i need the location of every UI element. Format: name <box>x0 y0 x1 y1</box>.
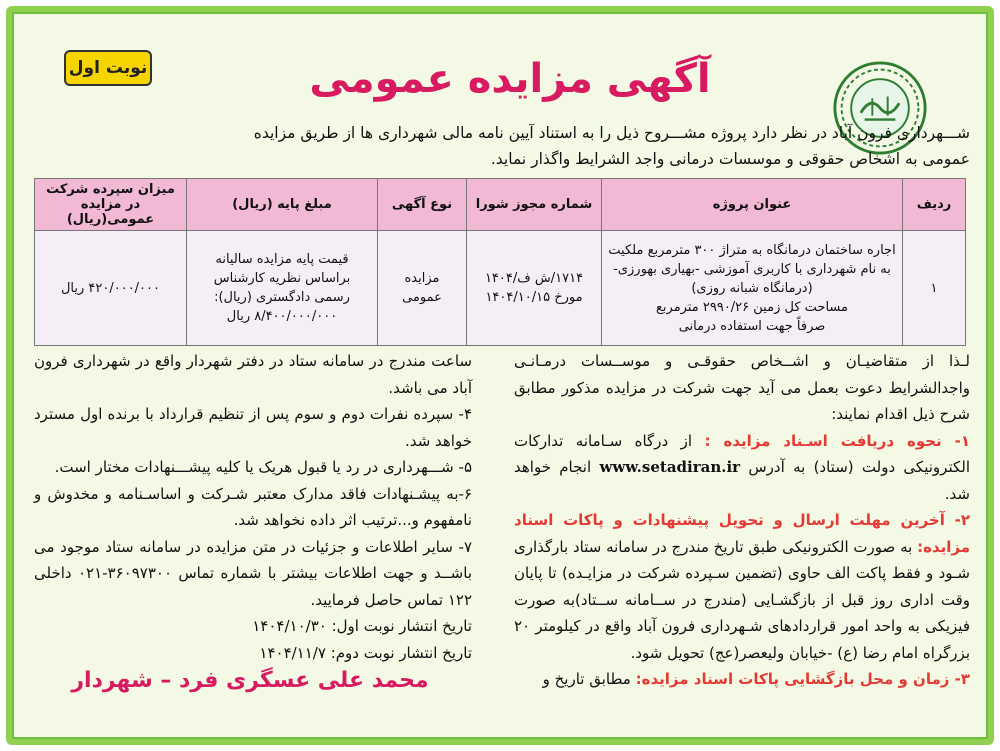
project-table <box>34 178 966 346</box>
cell-type <box>378 231 467 346</box>
section-2-text: به صورت الکترونیکی طبق تاریخ مندرج در سامانه ستاد بارگذاری شـود و فقط پاکت الف حاوی (تضمین سـپرده شرکت در مزایـده) تا پایان وقت اداری روز قبل از بازگشـایی (مندرج در ســامانه ســتاد)به صورت فیزیکی به واحد امور قراردادهای شـهرداری فرون آباد واقع در کیلومتر ۲۰ بزرگراه امام رضا (ع) -خیابان ولیعصر(عج) تحویل شود. <box>514 537 970 662</box>
project-title-line: صرفاً جهت استفاده درمانی <box>678 318 826 334</box>
section-7: ۷- سایر اطلاعات و جزئیات در متن مزایده در سامانه ستاد موجود می باشــد و جهت اطلاعات بیشتر با شماره تماس ۳۶۰۹۷۳۰۰-۰۲۱ داخلی ۱۲۲ تماس حاصل فرمایید. <box>34 537 472 609</box>
mayor-signature: محمد علی عسگری فرد – شهردار <box>71 668 429 693</box>
conditions-right-column <box>514 348 970 693</box>
project-title-line: (درمانگاه شبانه روزی) <box>691 280 813 296</box>
publish-date-second: تاریخ انتشار نوبت دوم: ۱۴۰۴/۱۱/۷ <box>259 643 472 662</box>
base-line: قیمت پایه مزایده سالیانه <box>215 252 349 267</box>
section-3-continued: ساعت مندرج در سامانه ستاد در دفتر شهردار واقع در شهرداری فرون آباد می باشد. <box>34 352 472 397</box>
col-type-header: نوع آگهی <box>378 179 467 231</box>
section-2-heading: ۲- آخرین مهلت ارسال و تحویل پیشنهادات و پاکات اسناد مزایده: <box>514 511 970 556</box>
intro-line-2: عمومی به اشخاص حقوقی و موسسات درمانی واجد الشرایط واگذار نماید. <box>490 150 970 168</box>
section-4: ۴- سپرده نفرات دوم و سوم پس از تنظیم قرارداد با برنده اول مسترد خواهد شد. <box>34 405 472 450</box>
col-base-header: مبلغ پایه (ریال) <box>187 179 378 231</box>
col-deposit-header: میزان سپرده شرکت در مزایده عمومی(ریال) <box>35 179 187 231</box>
base-amount: ۸/۴۰۰/۰۰۰/۰۰۰ ریال <box>226 309 338 324</box>
section-6: ۶-به پیشـنهادات فاقد مدارک معتبر شـرکت و اساسـنامه و مخدوش و نامفهوم و...ترتیب اثر داده نخواهد شد. <box>34 484 472 529</box>
base-line: رسمی دادگستری (ریال): <box>214 290 350 305</box>
intro-text <box>30 120 970 172</box>
round-badge: نوبت اول <box>64 50 152 86</box>
invitation-paragraph: لـذا از متقاضیـان و اشــخاص حقوقـی و موســسات درمـانـی واجدالشرایط دعوت بعمل می آید جهت شرکت در مزایده مذکور مطابق شرح ذیل اقدام نمایند: <box>514 352 970 423</box>
section-5: ۵- شـــهرداری در رد یا قبول هریک یا کلیه پیشـــنهادات مختار است. <box>54 458 472 476</box>
cell-permit <box>467 231 602 346</box>
cell-row-number: ۱ <box>903 231 966 346</box>
section-3 <box>514 666 970 693</box>
col-permit-header: شماره مجوز شورا <box>467 179 602 231</box>
table-row <box>35 231 966 346</box>
project-title-line: اجاره ساختمان درمانگاه به متراژ ۳۰۰ مترمربع ملکیت <box>608 242 896 258</box>
cell-base-price <box>187 231 378 346</box>
project-title-line: به نام شهرداری با کاربری آموزشی -بهیاری بهورزی- <box>613 261 891 277</box>
cell-project-title <box>602 231 903 346</box>
table-header-row <box>35 179 966 231</box>
section-3-text: مطابق تاریخ و <box>542 670 636 688</box>
cell-deposit: ۴۲۰/۰۰۰/۰۰۰ ریال <box>35 231 187 346</box>
section-1-text-a: از درگاه سـامانه تدارکات الکترونیکی دولت (ستاد) به آدرس <box>514 431 970 476</box>
type-line: عمومی <box>402 290 442 305</box>
section-1-text-b: انجام خواهد شد. <box>514 458 970 503</box>
page-title: آگهی مزایده عمومی <box>309 56 711 102</box>
section-1-heading: ۱- نحوه دریافت اسـناد مزایده : <box>704 431 970 450</box>
col-row-header: ردیف <box>903 179 966 231</box>
conditions-left-column <box>34 348 472 666</box>
intro-line-1: شـــهرداری فرون آباد در نظر دارد پروژه مشـــروح ذیل را به استناد آیین نامه مالی شهرداری ها از طریق مزایده <box>253 124 970 142</box>
section-2 <box>514 507 970 666</box>
setad-url-link[interactable]: www.setadiran.ir <box>599 458 741 476</box>
section-3-heading: ۳- زمان و محل بازگشایی پاکات اسناد مزایده: <box>635 670 970 688</box>
section-1 <box>514 428 970 508</box>
publish-date-first: تاریخ انتشار نوبت اول: ۱۴۰۴/۱۰/۳۰ <box>252 617 472 635</box>
permit-number: ۱۷۱۴/ش ف/۱۴۰۴ <box>484 271 584 286</box>
base-line: براساس نظریه کارشناس <box>213 271 351 286</box>
col-title-header: عنوان پروژه <box>602 179 903 231</box>
type-line: مزایده <box>404 271 440 286</box>
permit-date: مورخ ۱۴۰۴/۱۰/۱۵ <box>485 290 583 305</box>
project-title-line: مساحت کل زمین ۲۹۹۰/۲۶ مترمربع <box>656 299 848 315</box>
